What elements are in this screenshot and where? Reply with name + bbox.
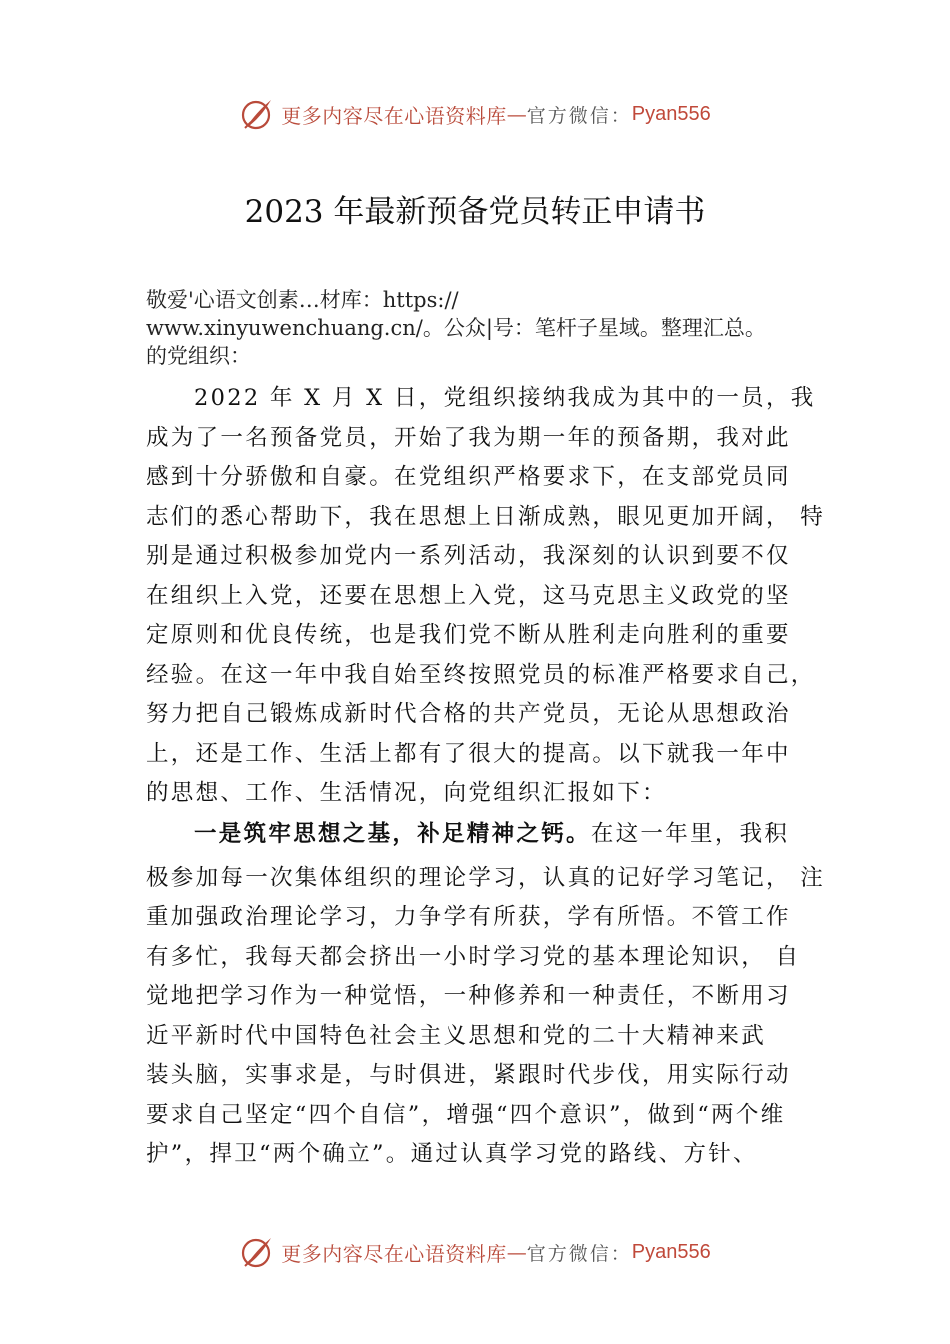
paragraph-line: 成为了一名预备党员，开始了我为期一年的预备期，我对此 — [146, 425, 791, 451]
banner-wechat-label: 官方微信： — [526, 1242, 632, 1265]
paragraph-line: 近平新时代中国特色社会主义思想和党的二十大精神来武 — [146, 1023, 767, 1049]
paragraph-line: 极参加每一次集体组织的理论学习，认真的记好学习笔记， 注 — [146, 865, 826, 891]
paragraph-line: 的思想、工作、生活情况，向党组织汇报如下： — [146, 780, 667, 806]
paragraph-line: 2022 年 X 月 X 日，党组织接纳我成为其中的一员，我 — [194, 385, 816, 411]
banner-dash: — — [506, 102, 527, 126]
salutation-line-2: www.xinyuwenchuang.cn/。公众|号：笔杆子星域。整理汇总。 — [146, 316, 766, 340]
paragraph-line: 定原则和优良传统，也是我们党不断从胜利走向胜利的重要 — [146, 622, 791, 648]
salutation — [146, 286, 866, 370]
paragraph-line: 觉地把学习作为一种觉悟，一种修养和一种责任，不断用习 — [146, 983, 791, 1009]
paragraph-2-lead-rest: 在这一年里，我积 — [590, 821, 790, 847]
paragraph-line: 感到十分骄傲和自豪。在党组织严格要求下，在支部党员同 — [146, 464, 791, 490]
banner-text: 更多内容尽在心语资料库 — [281, 103, 507, 128]
paragraph-line: 在组织上入党，还要在思想上入党，这马克思主义政党的坚 — [146, 583, 791, 609]
paragraph-line: 要求自己坚定“四个自信”，增强“四个意识”，做到“两个维 — [146, 1102, 786, 1128]
paragraph-line: 有多忙，我每天都会挤出一小时学习党的基本理论知识， 自 — [146, 944, 801, 970]
salutation-line-1: 敬爱'心语文创素…材库：https:// — [146, 288, 459, 312]
banner-dash: — — [506, 1240, 527, 1264]
document-title: 2023 年最新预备党员转正申请书 — [244, 194, 706, 230]
footer-banner — [0, 1232, 950, 1272]
paragraph-line: 护”，捍卫“两个确立”。通过认真学习党的路线、方针、 — [146, 1141, 758, 1167]
paragraph-line: 别是通过积极参加党内一系列活动，我深刻的认识到要不仅 — [146, 543, 791, 569]
paragraph-line: 上，还是工作、生活上都有了很大的提高。以下就我一年中 — [146, 741, 791, 767]
paragraph-line: 重加强政治理论学习，力争学有所获，学有所悟。不管工作 — [146, 904, 791, 930]
salutation-line-3: 的党组织： — [146, 344, 251, 368]
header-banner — [0, 94, 950, 134]
paragraph-line: 经验。在这一年中我自始至终按照党员的标准严格要求自己， — [146, 662, 816, 688]
paragraph-2-lead-heading: 一是筑牢思想之基，补足精神之钙。 — [194, 821, 591, 847]
paragraph-line: 装头脑，实事求是，与时俱进，紧跟时代步伐，用实际行动 — [146, 1062, 791, 1088]
banner-wechat-id: Pyan556 — [631, 102, 711, 125]
quill-pen-icon — [239, 96, 275, 132]
paragraph-2-first-line — [194, 818, 789, 850]
banner-text: 更多内容尽在心语资料库 — [281, 1241, 507, 1266]
paragraph-line: 志们的悉心帮助下，我在思想上日渐成熟，眼见更加开阔， 特 — [146, 504, 826, 530]
quill-pen-icon — [239, 1234, 275, 1270]
banner-wechat-label: 官方微信： — [526, 104, 632, 127]
banner-wechat-id: Pyan556 — [631, 1240, 711, 1263]
paragraph-line: 努力把自己锻炼成新时代合格的共产党员，无论从思想政治 — [146, 701, 791, 727]
